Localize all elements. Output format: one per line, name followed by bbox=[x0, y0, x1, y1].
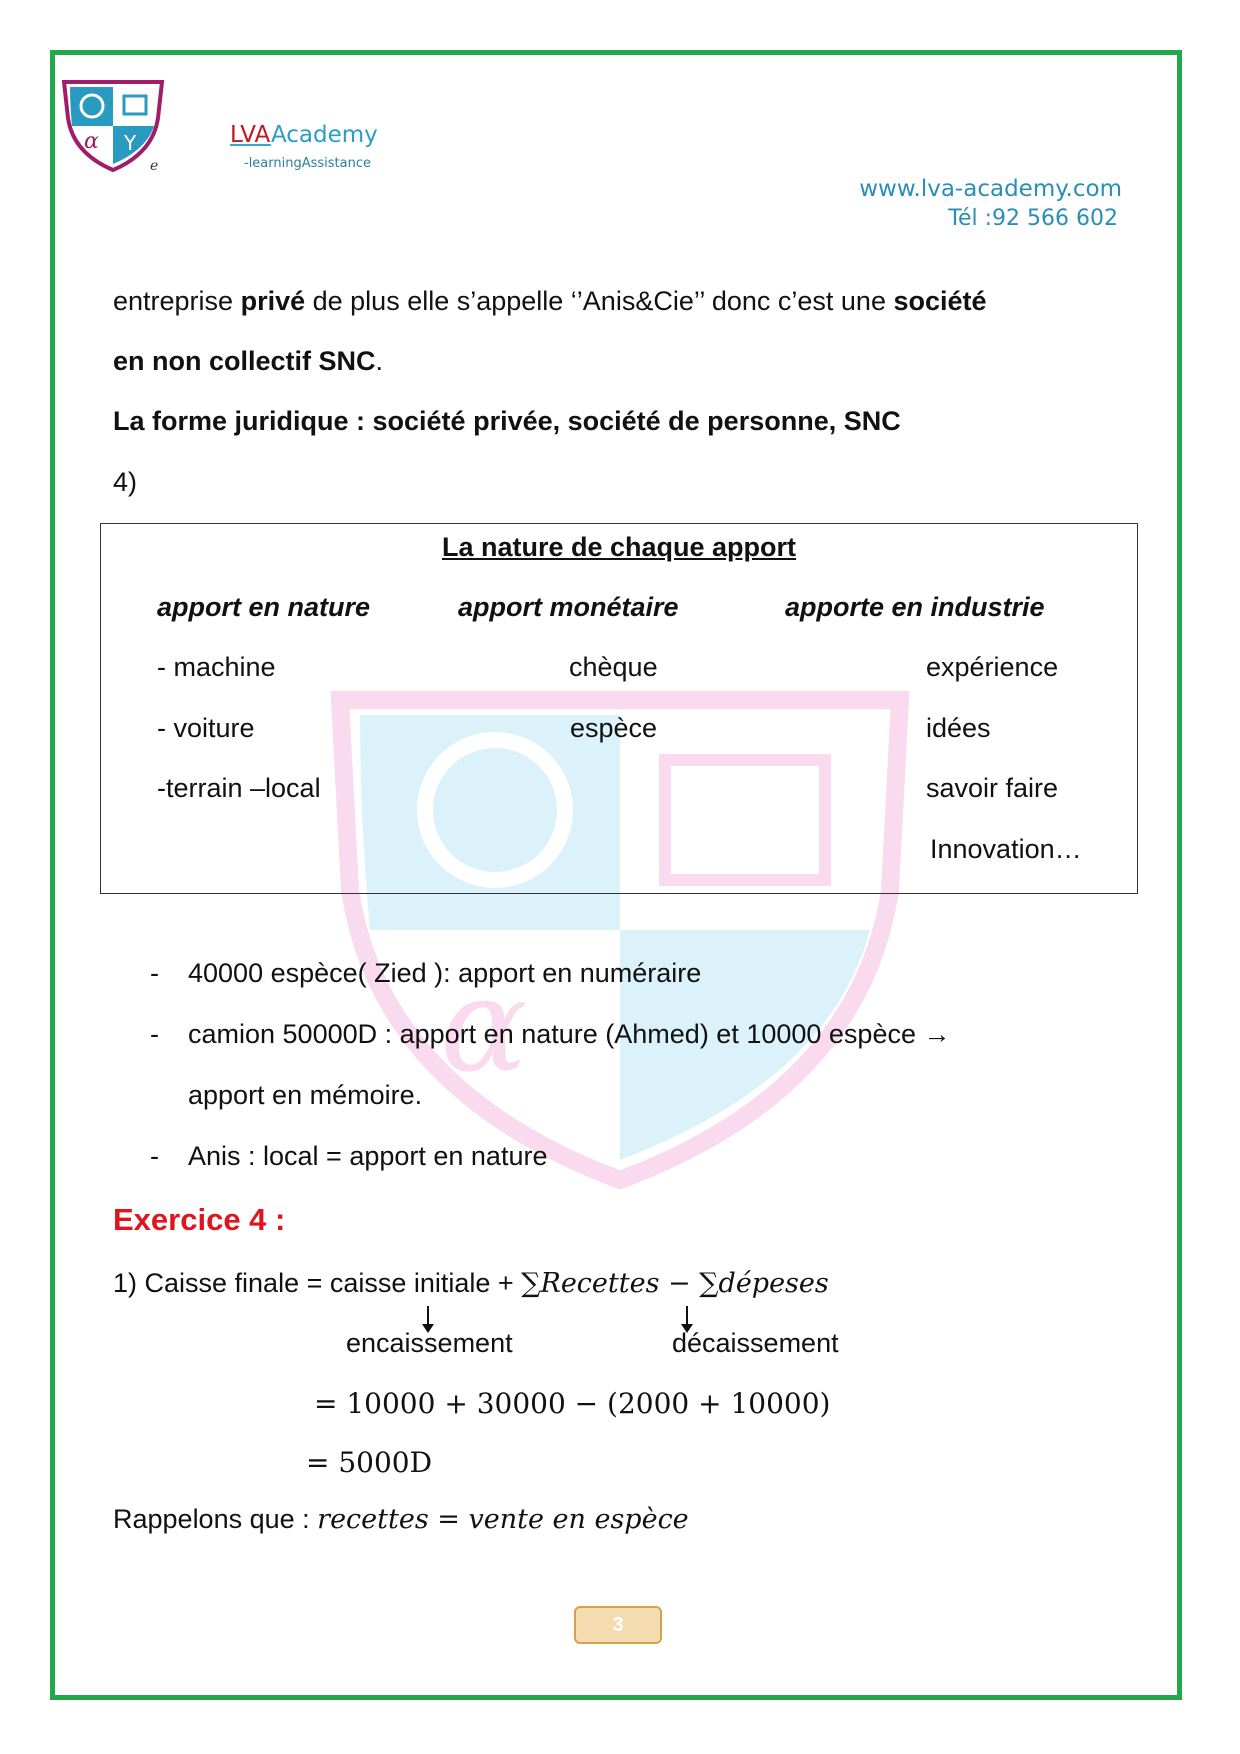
forme-juridique: La forme juridique : société privée, société de personne, SNC bbox=[113, 406, 901, 436]
table-cell: - voiture bbox=[157, 713, 255, 743]
eq1-minus: − bbox=[659, 1268, 700, 1299]
eq1-recettes: Recettes bbox=[540, 1268, 660, 1299]
list-item-continuation: apport en mémoire. bbox=[188, 1080, 423, 1110]
intro-text-period: . bbox=[375, 346, 384, 376]
table-cell: espèce bbox=[570, 713, 658, 743]
eq1-prefix: 1) Caisse finale = caisse initiale + bbox=[113, 1268, 522, 1298]
table-header-nature: apport en nature bbox=[157, 592, 371, 622]
intro-line-1 bbox=[113, 286, 987, 317]
apport-table bbox=[100, 523, 1138, 894]
svg-text:α: α bbox=[440, 949, 528, 1101]
lva-logo bbox=[58, 78, 168, 174]
table-header-monetaire: apport monétaire bbox=[458, 592, 679, 622]
list-item: Anis : local = apport en nature bbox=[188, 1141, 548, 1171]
svg-text:Y: Y bbox=[124, 131, 137, 155]
equation-line-1 bbox=[113, 1268, 829, 1299]
equation-line-3: = 5000D bbox=[306, 1446, 433, 1479]
equation-line-2: = 10000 + 30000 − (2000 + 10000) bbox=[314, 1387, 831, 1420]
table-cell: expérience bbox=[926, 652, 1059, 682]
intro-text-societe: société bbox=[893, 286, 987, 316]
table-cell: -terrain –local bbox=[157, 773, 321, 803]
rappel-equals: = bbox=[428, 1504, 469, 1535]
bullet-dash: - bbox=[150, 1019, 159, 1049]
rappel-line bbox=[113, 1504, 689, 1535]
list-item: camion 50000D : apport en nature (Ahmed) et 10000 espèce → bbox=[188, 1019, 951, 1049]
label-decaissement: décaissement bbox=[672, 1328, 839, 1358]
bullet-dash: - bbox=[150, 1141, 159, 1171]
table-cell: - machine bbox=[157, 652, 276, 682]
intro-text-a: entreprise bbox=[113, 286, 241, 316]
label-encaissement: encaissement bbox=[346, 1328, 513, 1358]
page-number: 3 bbox=[574, 1606, 662, 1644]
table-cell: idées bbox=[926, 713, 991, 743]
brand-academy: Academy bbox=[270, 122, 378, 148]
bullet-dash: - bbox=[150, 958, 159, 988]
intro-text-prive: privé bbox=[240, 286, 306, 316]
intro-line-2 bbox=[113, 346, 383, 377]
website-link[interactable]: www.lva-academy.com bbox=[859, 176, 1122, 202]
rappel-lhs: recettes bbox=[317, 1504, 429, 1535]
list-item: 40000 espèce( Zied ): apport en numéraire bbox=[188, 958, 702, 988]
brand-tagline: -learningAssistance bbox=[244, 156, 371, 171]
table-header-industrie: apporte en industrie bbox=[785, 592, 1045, 622]
table-cell: chèque bbox=[569, 652, 658, 682]
intro-text-snc: en non collectif SNC bbox=[113, 346, 376, 376]
rappel-prefix: Rappelons que : bbox=[113, 1504, 318, 1534]
phone-number: Tél :92 566 602 bbox=[948, 206, 1118, 231]
brand-name bbox=[230, 122, 378, 148]
svg-text:α: α bbox=[84, 129, 99, 154]
intro-text-c: de plus elle s’appelle ‘’Anis&Cie’’ donc c’est une bbox=[305, 286, 894, 316]
svg-text:e: e bbox=[150, 158, 159, 174]
brand-lva: LVA bbox=[230, 122, 271, 148]
table-title: La nature de chaque apport bbox=[441, 532, 797, 562]
sum-symbol: ∑ bbox=[521, 1268, 541, 1299]
table-cell: Innovation… bbox=[930, 834, 1082, 864]
exercise-4-title: Exercice 4 : bbox=[113, 1202, 286, 1237]
question-4-label: 4) bbox=[113, 467, 138, 497]
eq1-depenses: dépeses bbox=[718, 1268, 829, 1299]
sum-symbol: ∑ bbox=[699, 1268, 719, 1299]
rappel-rhs: vente en espèce bbox=[468, 1504, 689, 1535]
table-cell: savoir faire bbox=[926, 773, 1059, 803]
